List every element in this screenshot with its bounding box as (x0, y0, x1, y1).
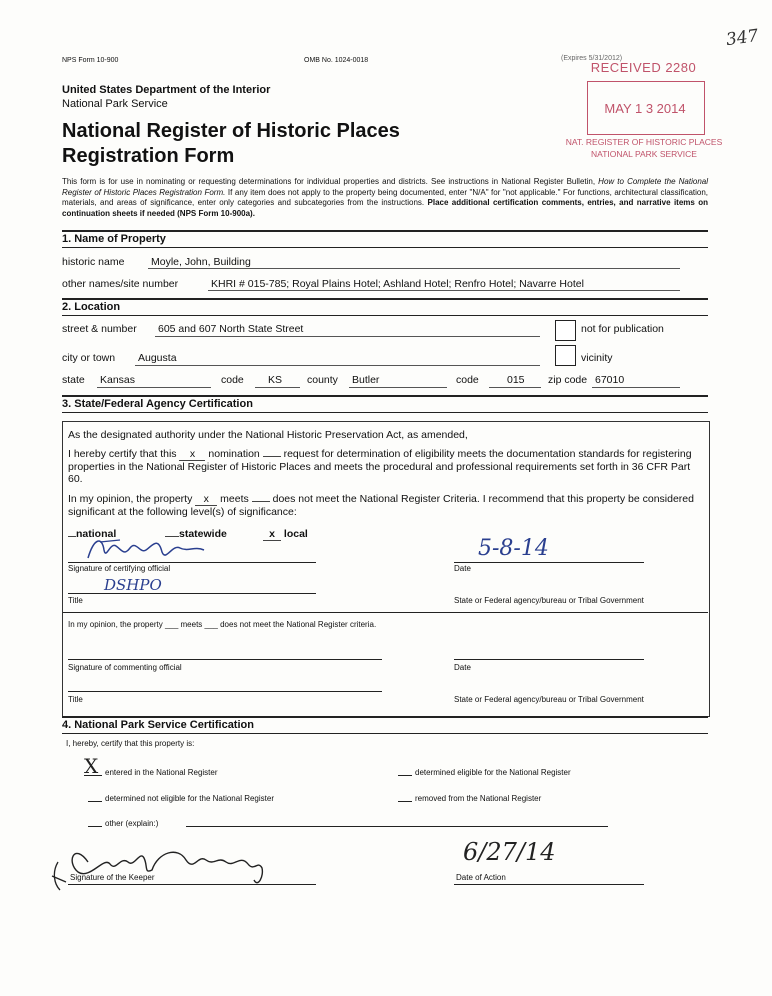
option-blank (398, 775, 412, 776)
state-label: state (62, 374, 85, 386)
divider (63, 612, 708, 613)
option-blank (88, 801, 102, 802)
vicinity-label: vicinity (581, 352, 613, 364)
service: National Park Service (62, 98, 168, 110)
option-determined-eligible[interactable]: determined eligible for the National Register (415, 768, 571, 777)
county-code-value[interactable]: 015 (507, 374, 525, 386)
meets-mark[interactable]: x (195, 493, 217, 506)
instructions-text-2: If any item does not apply to the property being documented, enter "N/A" for "not applicable." For functions, architectural classification, materials, and areas of significance, enter only categories and subcategories from the instructions. (62, 187, 709, 207)
underline (592, 387, 680, 388)
code-label: code (221, 374, 244, 386)
certifying-signature-label: Signature of certifying official (68, 564, 171, 573)
section-1-heading: 1. Name of Property (62, 233, 166, 245)
action-date-line (454, 884, 644, 885)
option-other[interactable]: other (explain:) (105, 819, 159, 828)
commenting-date-label: Date (454, 663, 471, 672)
opinion-text: In my opinion, the property (68, 493, 196, 505)
zip-value[interactable]: 67010 (595, 374, 625, 386)
omb-number: OMB No. 1024-0018 (304, 57, 369, 64)
date-line (454, 659, 644, 660)
form-title: National Register of Historic Places (62, 120, 400, 142)
cert-text: nomination (205, 448, 263, 460)
divider (62, 716, 708, 718)
title-label: Title (68, 596, 83, 605)
city-label: city or town (62, 352, 116, 364)
section-2-heading: 2. Location (62, 301, 121, 313)
title-line (68, 593, 316, 594)
level-local-label: local (283, 528, 308, 540)
state-code-value[interactable]: KS (268, 374, 283, 386)
form-instructions (62, 177, 708, 219)
certifying-signature (80, 532, 220, 566)
keeper-signature-line (68, 884, 316, 885)
option-blank (84, 775, 102, 776)
vicinity-checkbox[interactable] (555, 345, 576, 366)
cert-text: I hereby certify that this (68, 448, 180, 460)
underline (349, 387, 447, 388)
county-label: county (307, 374, 338, 386)
expiration: (Expires 5/31/2012) (561, 55, 623, 62)
instructions-bulletin: How to Complete the National Register of Historic Places Registration Form. (62, 177, 708, 197)
underline (135, 365, 540, 366)
date-line (454, 562, 644, 563)
commenting-opinion: In my opinion, the property ___ meets ___ does not meet the National Register criteria. (68, 620, 377, 629)
cert-opinion (68, 493, 698, 518)
option-entered[interactable]: entered in the National Register (105, 768, 218, 777)
divider (62, 733, 708, 734)
stamp-received: RECEIVED 2280 (590, 60, 697, 75)
not-for-publication-label: not for publication (581, 323, 664, 335)
section-4-heading: 4. National Park Service Certification (62, 719, 254, 731)
underline (155, 336, 540, 337)
signature-line (68, 562, 316, 563)
form-number: NPS Form 10-900 (62, 57, 119, 64)
option-removed[interactable]: removed from the National Register (415, 794, 542, 803)
city-value[interactable]: Augusta (138, 352, 177, 364)
underline (97, 387, 211, 388)
underline (255, 387, 300, 388)
action-date-handwritten: 6/27/14 (463, 838, 556, 866)
signature-line (68, 659, 382, 660)
title-line (68, 691, 382, 692)
department: United States Department of the Interior (62, 84, 271, 96)
received-stamp (565, 57, 723, 167)
not-for-publication-checkbox[interactable] (555, 320, 576, 341)
commenting-signature-label: Signature of commenting official (68, 663, 182, 672)
divider (62, 298, 708, 300)
historic-name-value[interactable]: Moyle, John, Building (151, 256, 251, 268)
state-value[interactable]: Kansas (100, 374, 136, 386)
commenting-title-label: Title (68, 695, 83, 704)
opinion-text: meets (217, 493, 252, 505)
does-not-meet-mark[interactable] (252, 501, 270, 502)
title-handwritten: DSHPO (104, 576, 162, 594)
county-value[interactable]: Butler (352, 374, 380, 386)
other-names-label: other names/site number (62, 278, 179, 290)
other-names-value[interactable]: KHRI # 015-785; Royal Plains Hotel; Ashland Hotel; Renfro Hotel; Navarre Hotel (211, 278, 584, 290)
level-national-label: national (76, 528, 117, 540)
underline (148, 268, 680, 269)
street-label: street & number (62, 323, 137, 335)
opinion-text: does not meet the National Register Criteria. I recommend that this property be considered significant at the following level(s) of significance: (68, 493, 694, 518)
page-number-handwritten: 347 (724, 25, 760, 51)
instructions-bold: Place additional certification comments, entries, and narrative items on continuation sheets if needed (NPS Form 10-900a). (62, 198, 708, 218)
cert-authority: As the designated authority under the National Historic Preservation Act, as amended, (68, 429, 468, 441)
stamp-line2: NATIONAL PARK SERVICE (591, 149, 697, 159)
level-statewide-label: statewide (179, 528, 227, 540)
section-3-heading: 3. State/Federal Agency Certification (62, 398, 253, 410)
cert-text: request for determination of eligibility meets the documentation standards for registering properties in the National Register of Historic Places and meets the procedural and professional requirements set forth in 36 CFR Part 60. (68, 448, 692, 485)
zip-label: zip code (548, 374, 588, 386)
county-code-label: code (456, 374, 479, 386)
divider (62, 230, 708, 232)
entered-mark[interactable]: X (84, 754, 99, 778)
certifying-date-handwritten: 5-8-14 (478, 536, 549, 561)
option-not-eligible[interactable]: determined not eligible for the National Register (105, 794, 274, 803)
nps-intro: I, hereby, certify that this property is: (66, 739, 195, 748)
stamp-line1: NAT. REGISTER OF HISTORIC PLACES (565, 137, 723, 147)
agency-label: State or Federal agency/bureau or Tribal Government (454, 596, 644, 605)
divider (62, 247, 708, 248)
underline (208, 290, 680, 291)
street-value[interactable]: 605 and 607 North State Street (158, 323, 304, 335)
divider (62, 395, 708, 397)
historic-name-label: historic name (62, 256, 125, 268)
underline (489, 387, 541, 388)
divider (62, 412, 708, 413)
keeper-signature-label: Signature of the Keeper (70, 873, 155, 882)
other-explain-line (186, 826, 608, 827)
option-blank (398, 801, 412, 802)
commenting-agency-label: State or Federal agency/bureau or Tribal Government (454, 695, 644, 704)
level-local-mark: x (263, 528, 281, 541)
form-subtitle: Registration Form (62, 145, 235, 167)
stamp-date: MAY 1 3 2014 (604, 101, 686, 116)
divider (62, 315, 708, 316)
level-local[interactable] (263, 528, 308, 541)
cert-statement (68, 448, 698, 485)
action-date-label: Date of Action (456, 873, 506, 882)
certifying-date-label: Date (454, 564, 471, 573)
instructions-text: This form is for use in nominating or requesting determinations for individual properties and districts. See instructions in National Register Bulletin, (62, 177, 599, 186)
option-blank (88, 826, 102, 827)
request-mark[interactable] (263, 456, 281, 457)
nomination-mark[interactable]: x (179, 448, 205, 461)
